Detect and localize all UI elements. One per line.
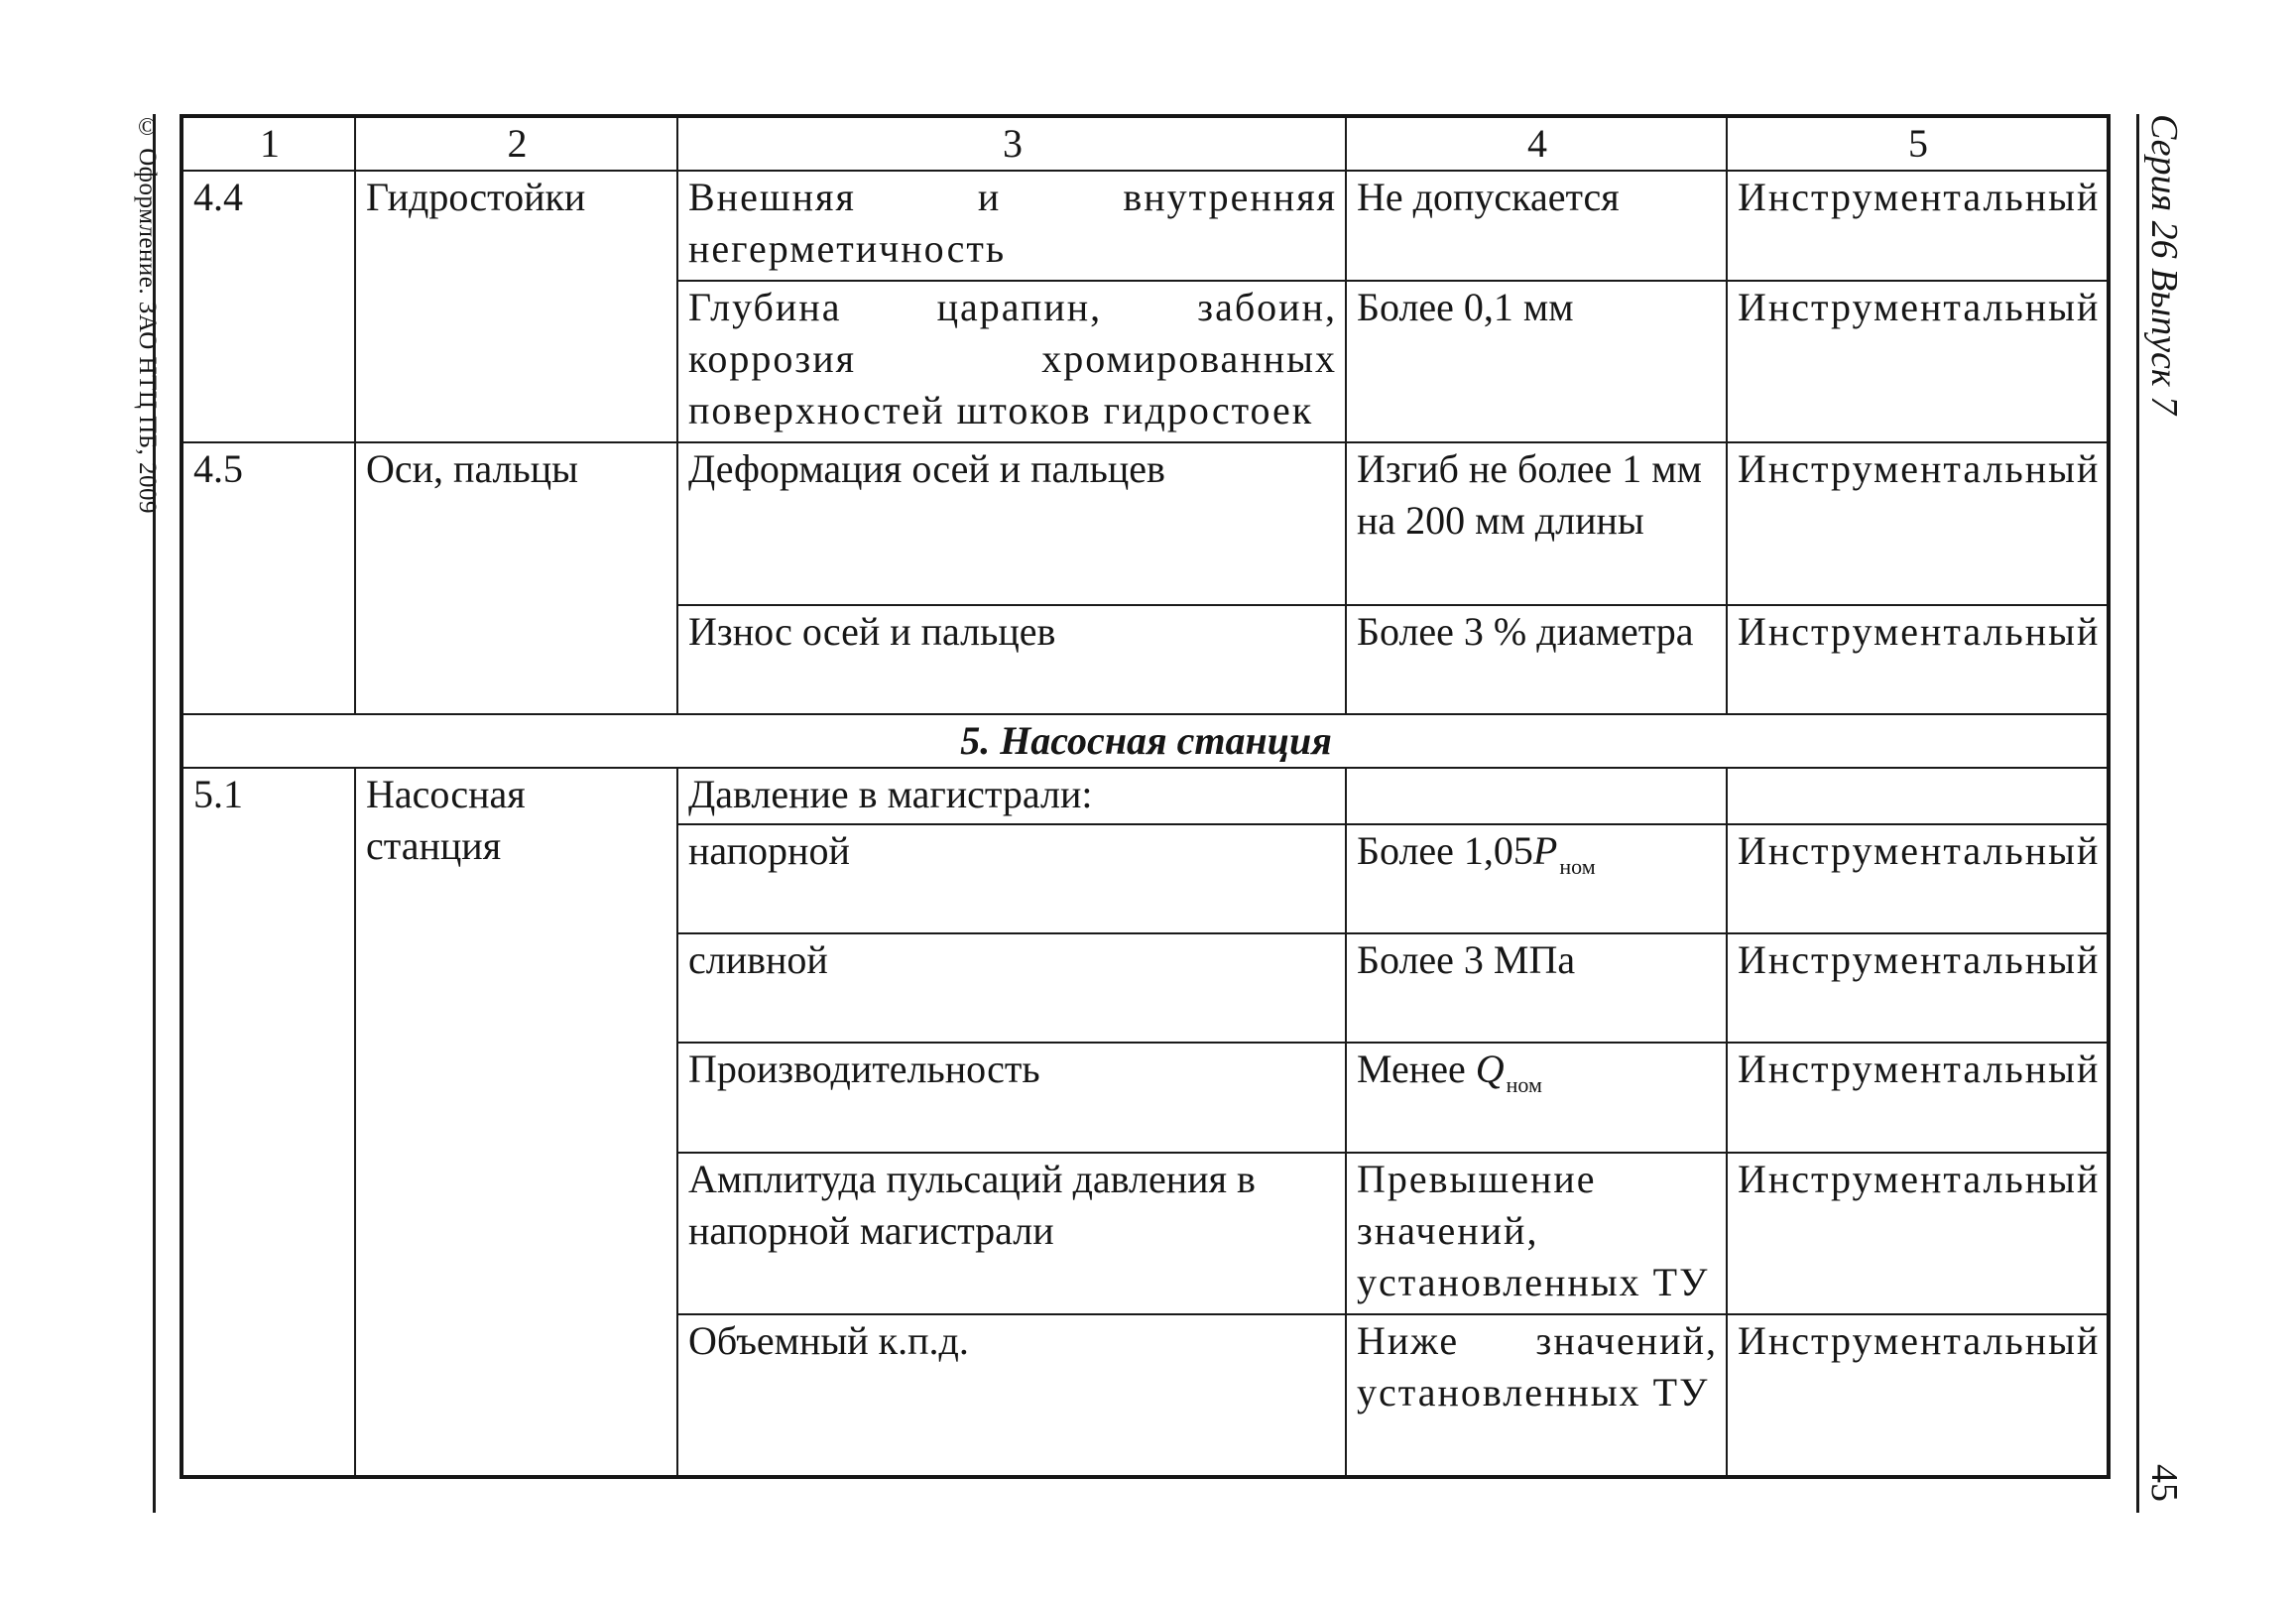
variable-symbol: Q: [1475, 1047, 1505, 1092]
parameter-cell: Давление в магистрали:: [677, 768, 1346, 823]
criterion-text: Менее: [1357, 1047, 1476, 1092]
criterion-cell: Более 3 МПа: [1346, 933, 1727, 1043]
item-number: 5.1: [181, 768, 355, 1477]
table-row: [181, 171, 2109, 280]
parameter-cell: Износ осей и пальцев: [677, 605, 1346, 714]
copyright-notice: © Оформление. ЗАО НТЦ ПБ, 2009: [134, 114, 161, 515]
criterion-cell: [1346, 768, 1727, 823]
method-cell: Инструментальный: [1727, 933, 2109, 1043]
right-margin-rule: [2136, 114, 2139, 1513]
item-name: Гидростойки: [355, 171, 677, 442]
column-header: 5: [1727, 116, 2109, 171]
criterion-text: Более 1,05: [1357, 827, 1533, 873]
parameter-cell: Деформация осей и пальцев: [677, 442, 1346, 605]
method-cell: Инструментальный: [1727, 824, 2109, 933]
criterion-cell: Не допускается: [1346, 171, 1727, 280]
parameter-cell: Внешняя и внутренняя негерметичность: [677, 171, 1346, 280]
parameter-cell: Производительность: [677, 1043, 1346, 1152]
section-title: 5. Насосная станция: [181, 714, 2109, 768]
column-header: 3: [677, 116, 1346, 171]
series-label: Серия 26 Выпуск 7: [2143, 114, 2185, 416]
parameter-cell: Глубина царапин, забоин, коррозия хромированных поверхностей штоков гидростоек: [677, 281, 1346, 443]
column-header: 1: [181, 116, 355, 171]
item-name: Насосная станция: [355, 768, 677, 1477]
table-header-row: [181, 116, 2109, 171]
variable-symbol: P: [1532, 827, 1558, 873]
table-row: [181, 442, 2109, 605]
column-header: 2: [355, 116, 677, 171]
parameter-cell: Объемный к.п.д.: [677, 1314, 1346, 1477]
section-header-row: [181, 714, 2109, 768]
method-cell: Инструментальный: [1727, 281, 2109, 443]
variable-subscript: ном: [1506, 1072, 1542, 1098]
parameter-cell: напорной: [677, 824, 1346, 933]
method-cell: Инструментальный: [1727, 1043, 2109, 1152]
criterion-cell: Превышение значений, установленных ТУ: [1346, 1153, 1727, 1315]
method-cell: Инструментальный: [1727, 605, 2109, 714]
criterion-cell: [1346, 824, 1727, 933]
method-cell: Инструментальный: [1727, 171, 2109, 280]
method-cell: Инструментальный: [1727, 1153, 2109, 1315]
variable-subscript: ном: [1559, 853, 1596, 879]
parameter-cell: Амплитуда пульсаций давления в напорной магистрали: [677, 1153, 1346, 1315]
item-number: 4.4: [181, 171, 355, 442]
item-number: 4.5: [181, 442, 355, 714]
criterion-cell: Более 0,1 мм: [1346, 281, 1727, 443]
requirements-table: [180, 114, 2111, 1479]
page-number: 45: [2143, 1464, 2185, 1502]
method-cell: [1727, 768, 2109, 823]
method-cell: Инструментальный: [1727, 1314, 2109, 1477]
item-name: Оси, пальцы: [355, 442, 677, 714]
table-row: [181, 768, 2109, 823]
method-cell: Инструментальный: [1727, 442, 2109, 605]
criterion-cell: [1346, 1043, 1727, 1152]
criterion-cell: Более 3 % диаметра: [1346, 605, 1727, 714]
column-header: 4: [1346, 116, 1727, 171]
criterion-cell: Изгиб не более 1 мм на 200 мм длины: [1346, 442, 1727, 605]
parameter-cell: сливной: [677, 933, 1346, 1043]
criterion-cell: Ниже значений, установленных ТУ: [1346, 1314, 1727, 1477]
